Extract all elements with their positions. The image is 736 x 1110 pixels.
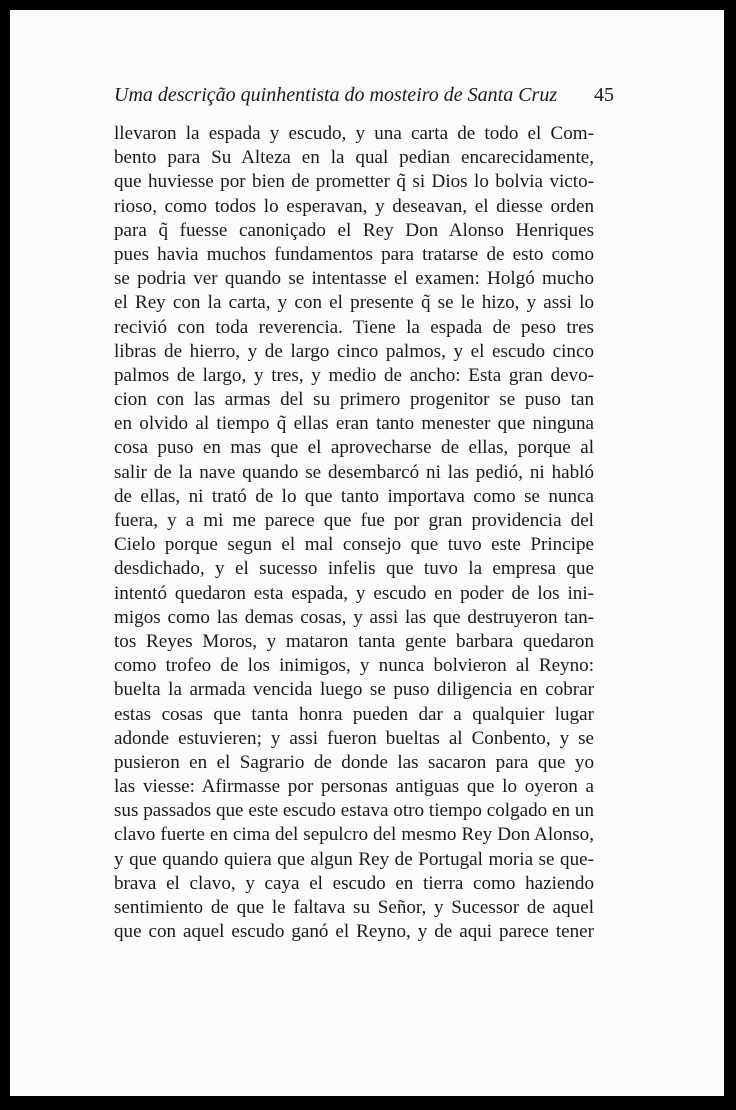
page-header [114, 84, 614, 108]
text-line: palmos de largo, y tres, y medio de ancho: Esta gran devo- [114, 364, 594, 386]
text-line: cion con las armas del su primero progenitor se puso tan [114, 389, 594, 411]
page-number: 45 [594, 84, 614, 106]
book-page [10, 10, 724, 1096]
text-line: rioso, como todos lo esperavan, y deseavan, el diesse orden [114, 195, 594, 217]
text-line: llevaron la espada y escudo, y una carta de todo el Com- [114, 123, 594, 144]
text-line: desdichado, y el sucesso infelis que tuvo la empresa que [114, 558, 594, 580]
text-line: salir de la nave quando se desembarcó ni las pedió, ni habló [114, 461, 594, 483]
text-line: adonde estuvieren; y assi fueron bueltas al Conbento, y se [114, 727, 594, 749]
text-line: de ellas, ni trató de lo que tanto importava como se nunca [114, 485, 594, 507]
text-line: bento para Su Alteza en la qual pedian encarecidamente, [114, 147, 594, 169]
text-line: cosa puso en mas que el aprovecharse de ellas, porque al [114, 437, 594, 459]
text-line: brava el clavo, y caya el escudo en tierra como haziendo [114, 872, 594, 894]
text-line: en olvido al tiempo q̃ ellas eran tanto menester que ninguna [114, 413, 594, 435]
text-line: que con aquel escudo ganó el Reyno, y de aqui parece tener [114, 921, 594, 943]
text-line: recivió con toda reverencia. Tiene la espada de peso tres [114, 316, 594, 338]
running-title: Uma descrição quinhentista do mosteiro de Santa Cruz [114, 84, 558, 106]
text-line: Cielo porque segun el mal consejo que tuvo este Principe [114, 534, 594, 556]
text-line: para q̃ fuesse canoniçado el Rey Don Alonso Henriques [114, 219, 594, 241]
text-line: sentimiento de que le faltava su Señor, y Sucessor de aquel [114, 897, 594, 918]
text-line: pues havia muchos fundamentos para tratarse de esto como [114, 243, 594, 265]
text-line: el Rey con la carta, y con el presente q̃ se le hizo, y assi lo [114, 292, 594, 314]
text-line: las viesse: Afirmasse por personas antiguas que lo oyeron a [114, 776, 594, 798]
text-line: libras de hierro, y de largo cinco palmos, y el escudo cinco [114, 340, 594, 362]
text-line: estas cosas que tanta honra pueden dar a qualquier lugar [114, 703, 594, 725]
body-text [114, 122, 594, 944]
text-line: migos como las demas cosas, y assi las que destruyeron tan- [114, 606, 594, 628]
text-line: se podria ver quando se intentasse el examen: Holgó mucho [114, 268, 594, 290]
text-line: sus passados que este escudo estava otro tiempo colgado en un [114, 800, 594, 822]
text-line: buelta la armada vencida luego se puso diligencia en cobrar [114, 679, 594, 701]
text-line: pusieron en el Sagrario de donde las sacaron para que yo [114, 751, 594, 773]
text-line: que huviesse por bien de prometter q̃ si Dios lo bolvia victo- [114, 171, 594, 193]
text-line: clavo fuerte en cima del sepulcro del mesmo Rey Don Alonso, [114, 824, 594, 846]
text-line: tos Reyes Moros, y mataron tanta gente barbara quedaron [114, 630, 594, 652]
text-line: intentó quedaron esta espada, y escudo en poder de los ini- [114, 582, 594, 604]
text-line: fuera, y a mi me parece que fue por gran providencia del [114, 510, 594, 531]
text-line: y que quando quiera que algun Rey de Portugal moria se que- [114, 848, 594, 870]
text-line: como trofeo de los inimigos, y nunca bolvieron al Reyno: [114, 655, 594, 677]
